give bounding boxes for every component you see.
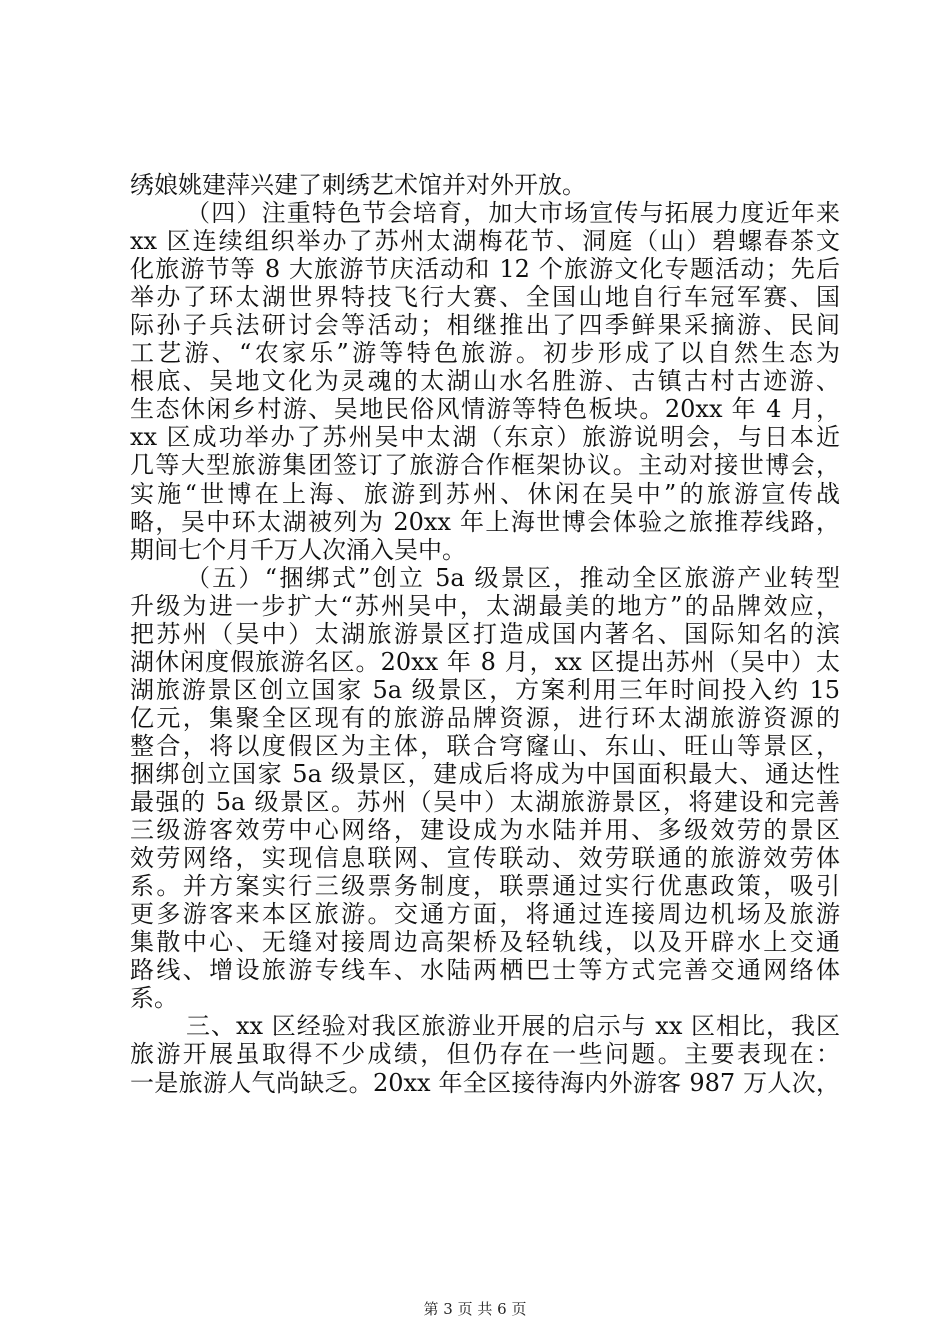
text-line: 三级游客效劳中心网络，建设成为水陆并用、多级效劳的景区: [130, 816, 840, 845]
text-line: 效劳网络，实现信息联网、宣传联动、效劳联通的旅游效劳体: [130, 844, 840, 873]
text-line: （四）注重特色节会培育，加大市场宣传与拓展力度近年来: [186, 199, 840, 228]
text-line: 更多游客来本区旅游。交通方面，将通过连接周边机场及旅游: [130, 900, 840, 929]
text-line: 工艺游、“农家乐”游等特色旅游。初步形成了以自然生态为: [130, 339, 840, 368]
text-line: 系。: [130, 984, 178, 1013]
text-line: 捆绑创立国家 5a 级景区，建成后将成为中国面积最大、通达性: [130, 759, 840, 788]
text-line: xx 区连续组织举办了苏州太湖梅花节、洞庭（山）碧螺春茶文: [130, 227, 840, 256]
page-footer: 第 3 页 共 6 页: [423, 1300, 527, 1318]
text-line: xx 区成功举办了苏州吴中太湖（东京）旅游说明会，与日本近: [130, 423, 840, 452]
document-body: [130, 171, 840, 1097]
text-line: 集散中心、无缝对接周边高架桥及轻轨线，以及开辟水上交通: [130, 928, 840, 957]
text-line: 绣娘姚建萍兴建了刺绣艺术馆并对外开放。: [130, 171, 586, 199]
paragraph: [130, 564, 840, 1013]
text-line: （五）“捆绑式”创立 5a 级景区，推动全区旅游产业转型: [186, 563, 840, 592]
text-line: 把苏州（吴中）太湖旅游景区打造成国内著名、国际知名的滨: [130, 619, 840, 648]
paragraph: [130, 1012, 840, 1096]
text-line: 生态休闲乡村游、吴地民俗风情游等特色板块。20xx 年 4 月，: [130, 395, 840, 424]
text-line: 系。并方案实行三级票务制度，联票通过实行优惠政策，吸引: [130, 872, 840, 901]
text-line: 最强的 5a 级景区。苏州（吴中）太湖旅游景区，将建设和完善: [130, 788, 840, 817]
paragraph: [130, 199, 840, 564]
text-line: 际孙子兵法研讨会等活动；相继推出了四季鲜果采摘游、民间: [130, 311, 840, 340]
text-line: 湖休闲度假旅游名区。20xx 年 8 月，xx 区提出苏州（吴中）太: [130, 647, 840, 676]
text-line: 化旅游节等 8 大旅游节庆活动和 12 个旅游文化专题活动；先后: [130, 255, 840, 284]
paragraph: [130, 171, 840, 199]
text-line: 略，吴中环太湖被列为 20xx 年上海世博会体验之旅推荐线路，: [130, 507, 840, 536]
text-line: 几等大型旅游集团签订了旅游合作框架协议。主动对接世博会，: [130, 451, 840, 480]
text-line: 实施“世博在上海、旅游到苏州、休闲在吴中”的旅游宣传战: [130, 479, 840, 508]
text-line: 升级为进一步扩大“苏州吴中，太湖最美的地方”的品牌效应，: [130, 591, 840, 620]
text-line: 旅游开展虽取得不少成绩，但仍存在一些问题。主要表现在：: [130, 1040, 840, 1069]
text-line: 整合，将以度假区为主体，联合穹窿山、东山、旺山等景区，: [130, 731, 840, 760]
text-line: 路线、增设旅游专线车、水陆两栖巴士等方式完善交通网络体: [130, 956, 840, 985]
text-line: 一是旅游人气尚缺乏。20xx 年全区接待海内外游客 987 万人次，: [130, 1068, 840, 1097]
text-line: 三、xx 区经验对我区旅游业开展的启示与 xx 区相比，我区: [186, 1012, 840, 1041]
text-line: 湖旅游景区创立国家 5a 级景区，方案利用三年时间投入约 15: [130, 675, 840, 704]
text-line: 举办了环太湖世界特技飞行大赛、全国山地自行车冠军赛、国: [130, 283, 840, 312]
text-line: 根底、吴地文化为灵魂的太湖山水名胜游、古镇古村古迹游、: [130, 367, 840, 396]
text-line: 亿元，集聚全区现有的旅游品牌资源，进行环太湖旅游资源的: [130, 703, 840, 732]
text-line: 期间七个月千万人次涌入吴中。: [130, 535, 466, 564]
